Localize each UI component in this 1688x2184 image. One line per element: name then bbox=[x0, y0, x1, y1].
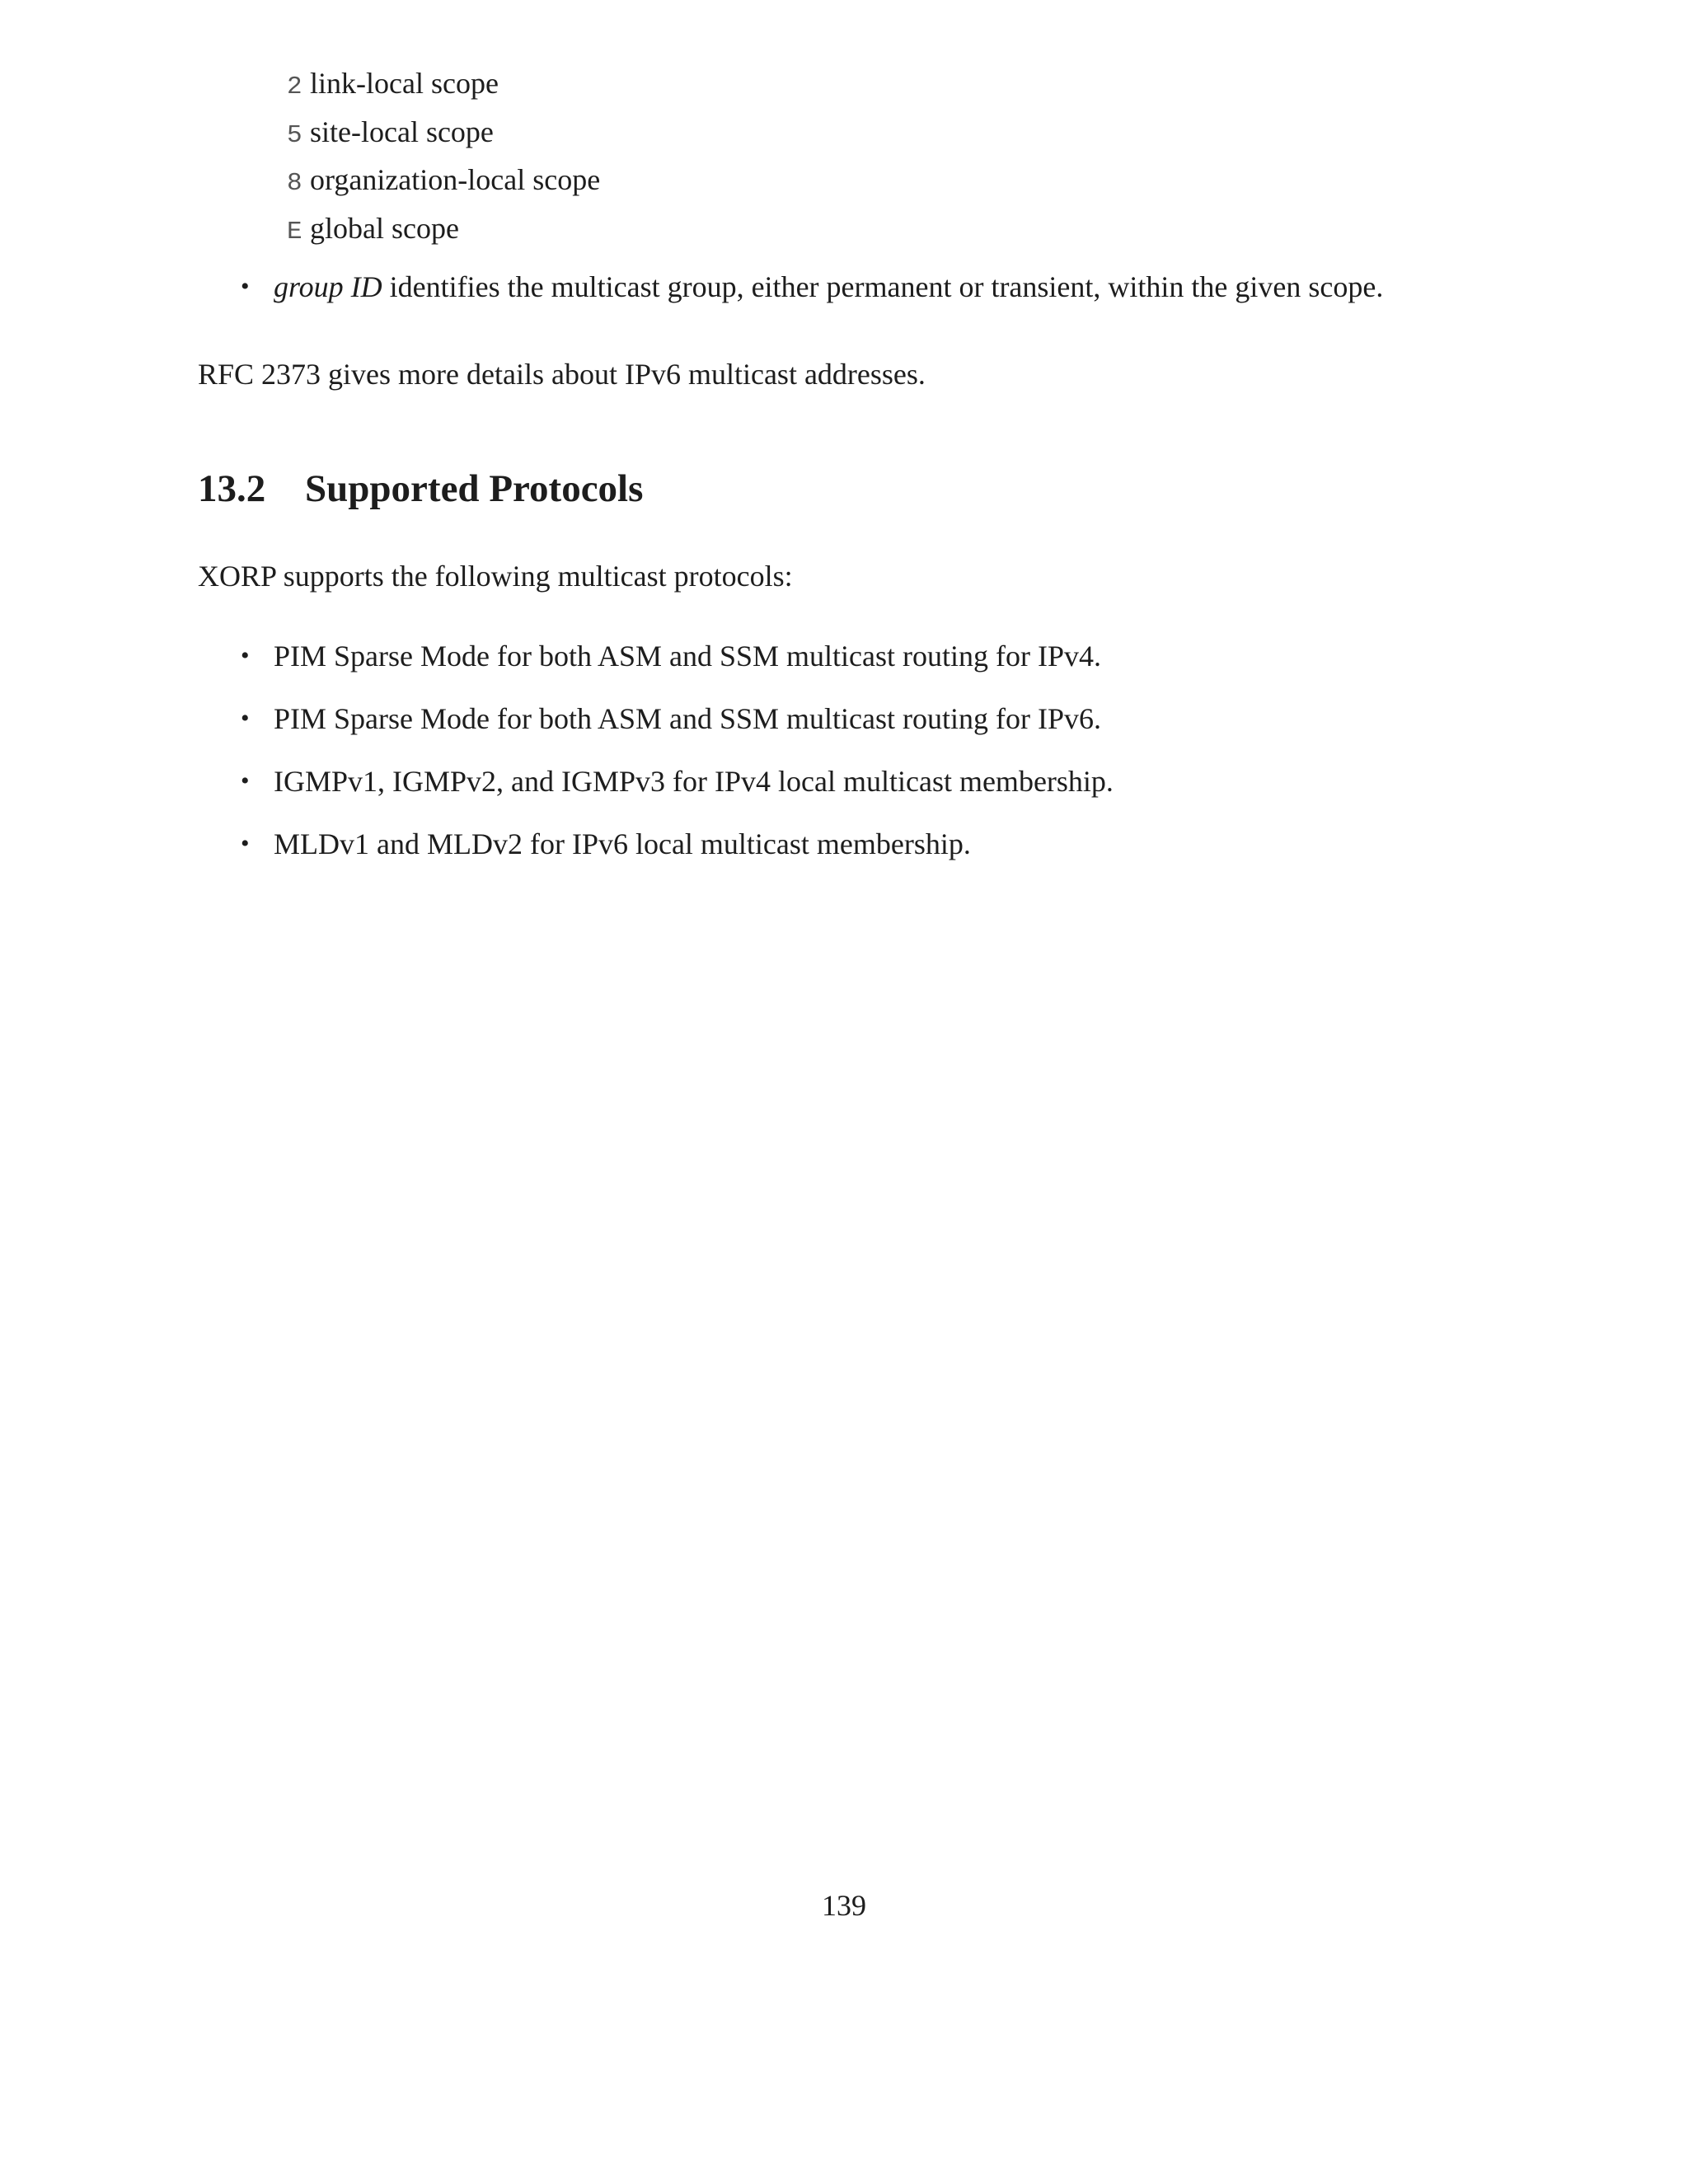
list-item bbox=[241, 701, 1114, 763]
scope-label: global scope bbox=[310, 211, 459, 245]
list-item bbox=[241, 638, 1114, 701]
protocol-text: PIM Sparse Mode for both ASM and SSM multicast routing for IPv4. bbox=[274, 640, 1101, 673]
scope-list bbox=[287, 59, 600, 252]
group-id-term: group ID bbox=[274, 270, 382, 303]
bullet-icon: • bbox=[241, 767, 250, 794]
section-heading bbox=[198, 464, 643, 513]
scope-code: 2 bbox=[287, 73, 302, 101]
bullet-icon: • bbox=[241, 705, 250, 732]
section-number: 13.2 bbox=[198, 467, 266, 510]
list-item bbox=[241, 826, 1114, 888]
rfc-paragraph: RFC 2373 gives more details about IPv6 multicast addresses. bbox=[198, 358, 926, 391]
bullet-icon: • bbox=[241, 642, 250, 669]
list-item bbox=[241, 763, 1114, 826]
scope-item bbox=[287, 204, 600, 253]
group-id-description: identifies the multicast group, either permanent or transient, within the given scope. bbox=[382, 270, 1384, 303]
intro-paragraph: XORP supports the following multicast protocols: bbox=[198, 560, 793, 593]
protocol-list bbox=[241, 638, 1114, 888]
bullet-icon: • bbox=[241, 273, 250, 300]
scope-label: link-local scope bbox=[310, 67, 499, 100]
protocol-text: PIM Sparse Mode for both ASM and SSM multicast routing for IPv6. bbox=[274, 702, 1101, 735]
scope-code: E bbox=[287, 217, 302, 246]
section-title: Supported Protocols bbox=[305, 467, 644, 510]
scope-item bbox=[287, 156, 600, 204]
group-id-text bbox=[274, 269, 1383, 305]
page-number: 139 bbox=[822, 1889, 866, 1922]
scope-item bbox=[287, 108, 600, 157]
protocol-text: MLDv1 and MLDv2 for IPv6 local multicast membership. bbox=[274, 827, 971, 860]
group-id-bullet bbox=[241, 269, 1383, 305]
scope-item bbox=[287, 59, 600, 108]
scope-label: site-local scope bbox=[310, 115, 494, 148]
protocol-text: IGMPv1, IGMPv2, and IGMPv3 for IPv4 local multicast membership. bbox=[274, 765, 1114, 798]
scope-label: organization-local scope bbox=[310, 163, 601, 196]
scope-code: 8 bbox=[287, 169, 302, 198]
bullet-icon: • bbox=[241, 830, 250, 857]
scope-code: 5 bbox=[287, 120, 302, 150]
